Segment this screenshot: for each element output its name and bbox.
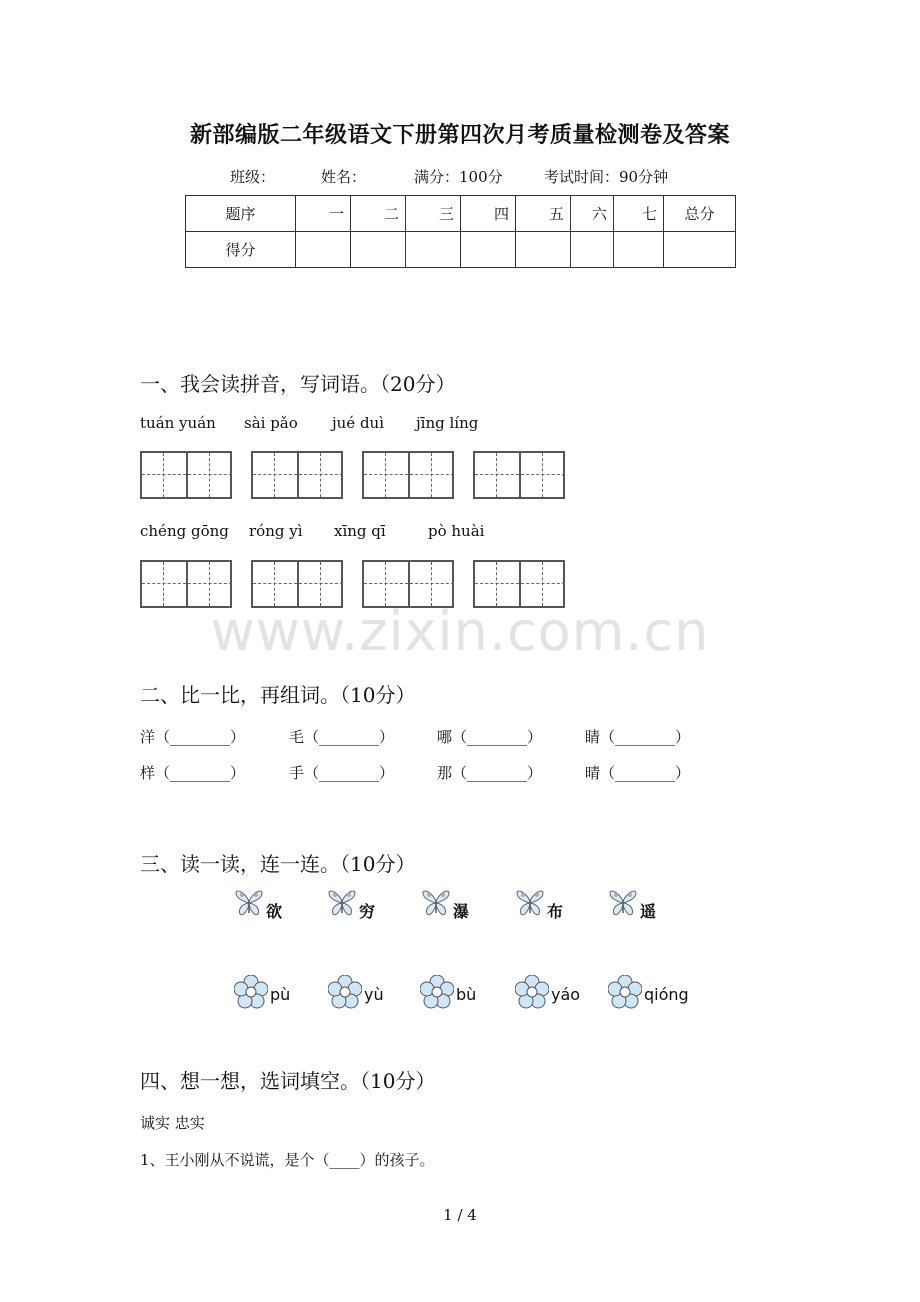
pinyin-label: xīng qī xyxy=(334,522,386,540)
pinyin-item[interactable]: qióng xyxy=(644,985,689,1004)
class-label: 班级： xyxy=(230,168,276,186)
score-cell: 五 xyxy=(516,196,571,232)
writing-grid[interactable] xyxy=(473,451,565,499)
score-cell: 题序 xyxy=(186,196,296,232)
score-cell: 四 xyxy=(461,196,516,232)
char-item[interactable]: 布 xyxy=(547,902,564,921)
full-score: 满分：100分 xyxy=(414,168,503,186)
compare-item[interactable]: 晴（________） xyxy=(585,764,691,782)
section1-heading: 一、我会读拼音，写词语。（20分） xyxy=(140,372,456,396)
score-table xyxy=(185,195,736,268)
score-cell: 一 xyxy=(296,196,351,232)
score-cell: 六 xyxy=(571,196,614,232)
watermark: www.zixin.com.cn xyxy=(210,600,710,663)
pinyin-item[interactable]: pù xyxy=(270,985,291,1004)
pinyin-item[interactable]: yù xyxy=(364,985,384,1004)
score-input-cell[interactable] xyxy=(406,232,461,268)
butterfly-icon xyxy=(608,887,638,919)
score-input-cell[interactable] xyxy=(516,232,571,268)
compare-item[interactable]: 哪（________） xyxy=(437,728,543,746)
page-title: 新部编版二年级语文下册第四次月考质量检测卷及答案 xyxy=(189,122,730,148)
butterfly-icon xyxy=(515,887,545,919)
score-table-score-row xyxy=(186,232,736,268)
flower-icon xyxy=(420,975,454,1009)
writing-grid[interactable] xyxy=(140,451,232,499)
pinyin-label: chéng gōng xyxy=(140,522,229,540)
question-1[interactable]: 1、王小刚从不说谎，是个（____）的孩子。 xyxy=(140,1151,435,1169)
section2-heading: 二、比一比，再组词。（10分） xyxy=(140,683,416,707)
butterfly-icon xyxy=(234,887,264,919)
pinyin-label: sài pǎo xyxy=(244,414,298,432)
compare-item[interactable]: 睛（________） xyxy=(585,728,691,746)
pinyin-label: róng yì xyxy=(249,522,303,540)
score-input-cell[interactable] xyxy=(664,232,736,268)
char-item[interactable]: 瀑 xyxy=(453,902,470,921)
score-cell: 得分 xyxy=(186,232,296,268)
butterfly-icon xyxy=(421,887,451,919)
flower-icon xyxy=(515,975,549,1009)
name-label: 姓名： xyxy=(321,168,367,186)
compare-item[interactable]: 洋（________） xyxy=(140,728,246,746)
score-input-cell[interactable] xyxy=(461,232,516,268)
flower-icon xyxy=(328,975,362,1009)
pinyin-item[interactable]: yáo xyxy=(551,985,581,1004)
butterfly-icon xyxy=(327,887,357,919)
compare-item[interactable]: 样（________） xyxy=(140,764,246,782)
char-item[interactable]: 遥 xyxy=(640,902,657,921)
score-cell: 总分 xyxy=(664,196,736,232)
section4-heading: 四、想一想，选词填空。（10分） xyxy=(140,1069,436,1093)
pinyin-item[interactable]: bù xyxy=(456,985,477,1004)
flower-icon xyxy=(234,975,268,1009)
score-input-cell[interactable] xyxy=(571,232,614,268)
page-number: 1 / 4 xyxy=(443,1206,477,1224)
score-cell: 二 xyxy=(351,196,406,232)
pinyin-label: pò huài xyxy=(428,522,485,540)
writing-grid[interactable] xyxy=(362,451,454,499)
score-input-cell[interactable] xyxy=(296,232,351,268)
score-input-cell[interactable] xyxy=(614,232,664,268)
char-item[interactable]: 欲 xyxy=(266,902,283,921)
exam-time: 考试时间：90分钟 xyxy=(544,168,669,186)
compare-item[interactable]: 毛（________） xyxy=(289,728,395,746)
score-cell: 三 xyxy=(406,196,461,232)
score-cell: 七 xyxy=(614,196,664,232)
char-item[interactable]: 穷 xyxy=(359,902,376,921)
writing-grid[interactable] xyxy=(251,451,343,499)
compare-item[interactable]: 手（________） xyxy=(289,764,395,782)
pinyin-label: jīng líng xyxy=(416,414,479,432)
flower-icon xyxy=(608,975,642,1009)
word-options: 诚实 忠实 xyxy=(140,1114,205,1132)
section3-heading: 三、读一读，连一连。（10分） xyxy=(140,852,416,876)
pinyin-label: tuán yuán xyxy=(140,414,216,432)
pinyin-label: jué duì xyxy=(332,414,385,432)
compare-item[interactable]: 那（________） xyxy=(437,764,543,782)
score-table-header-row xyxy=(186,196,736,232)
score-input-cell[interactable] xyxy=(351,232,406,268)
